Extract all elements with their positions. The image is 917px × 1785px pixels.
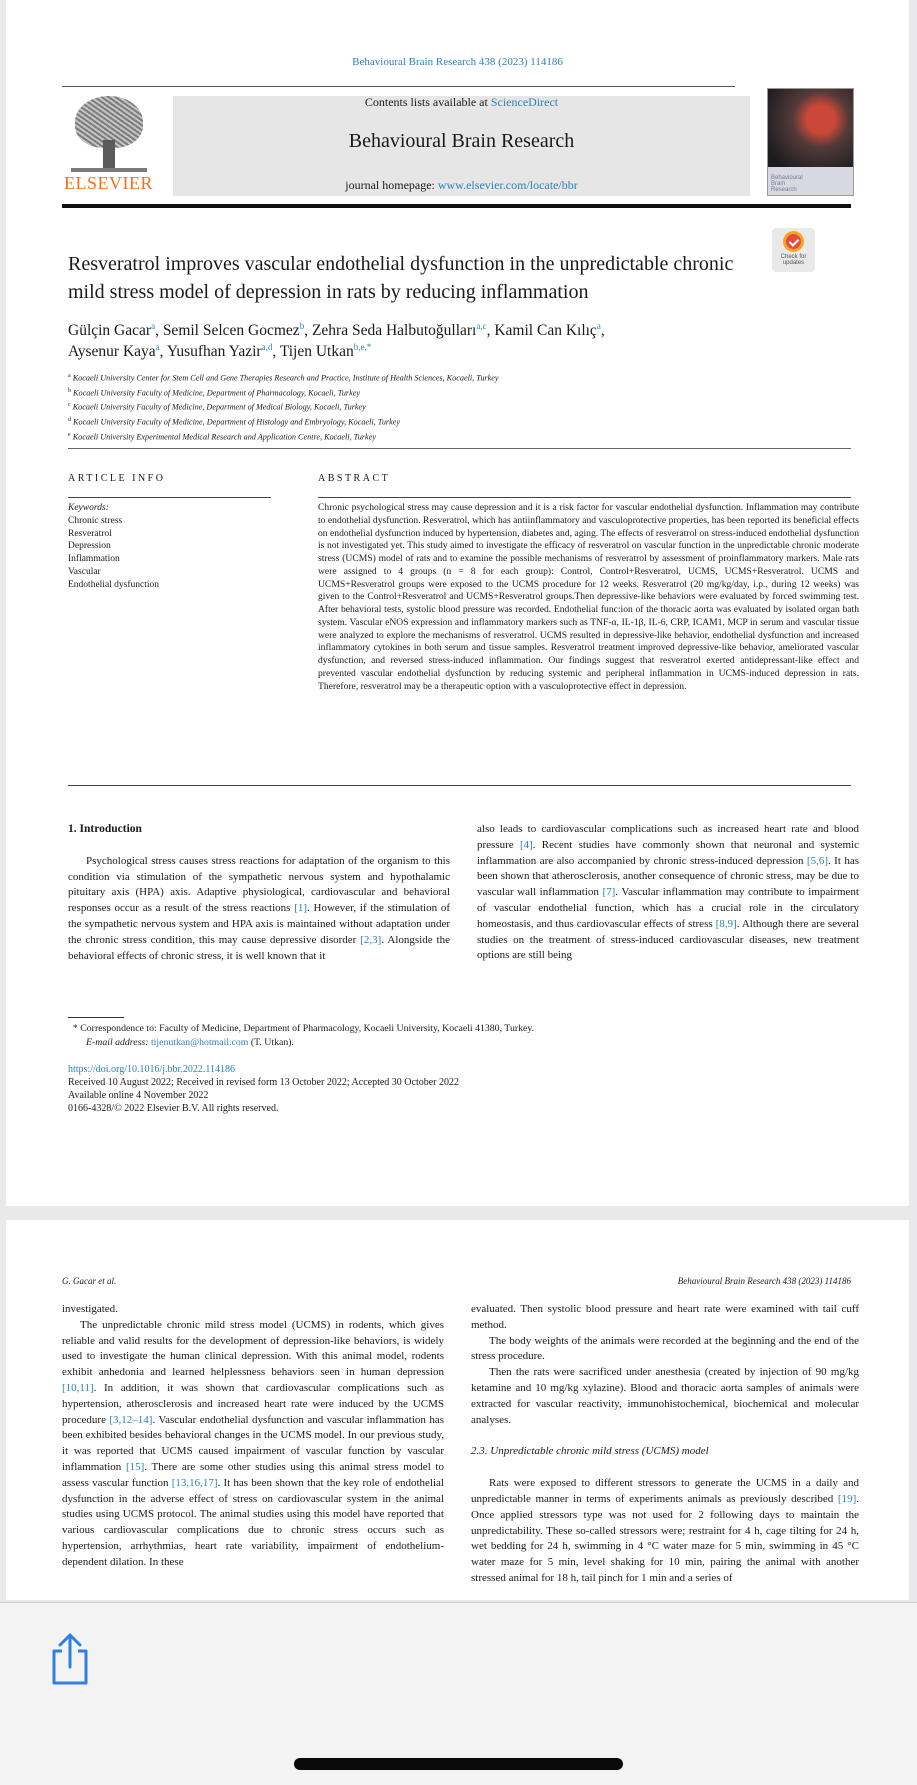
section-heading: 1. Introduction (68, 823, 142, 835)
copyright: 0166-4328/© 2022 Elsevier B.V. All rights reserved. (68, 1103, 279, 1114)
divider (68, 448, 851, 449)
author-affiliation-marker[interactable]: a,d (261, 341, 273, 352)
citation-link[interactable]: [7] (602, 886, 616, 899)
citation-link[interactable]: [10,11] (62, 1381, 94, 1394)
journal-cover-image[interactable] (767, 88, 854, 196)
intro-left-column (68, 822, 450, 964)
author-affiliation-marker[interactable]: a (155, 341, 160, 352)
paragraph: The unpredictable chronic mild stress model (UCMS) in rodents, which gives reliable and valid results for the development of depression-like behaviors, is widely used to investigate the human clinical depression. With this animal model, rodents exhibit anhedonia and learned helplessness behaviors seen in human depression [10,11]. In addition, it was shown that cardiovascular complications such as hypertension, atherosclerosis and increased heart rate were induced by the UCMS procedure [3,12–14]. Vascular endothelial dysfunction and vascular inflammation has been exhibited besides behavioral changes in the UCMS model. In our previous study, it was reported that UCMS caused impairment of vascular function by vascular inflammation [15]. There are some other studies using this animal stress model to assess vascular function [13,16,17]. It has been shown that the key role of endothelial dysfunction in the adverse effect of stress on cardiovascular system in the animal studies using UCMS protocol. The animal studies using this model have reported that various cardiovascular complications due to chronic stress occurs such as hypertension, arrhythmias, heart rate variability, impairment of endothelium-dependent dilation. In these (62, 1318, 444, 1568)
divider (68, 785, 851, 786)
citation-link[interactable]: [2,3] (360, 933, 382, 946)
subsection-heading: 2.3. Unpredictable chronic mild stress (UCMS) model (471, 1445, 709, 1458)
citation-link[interactable]: [3,12–14] (109, 1413, 153, 1426)
citation-link[interactable]: [8,9] (715, 917, 737, 930)
author-affiliation-marker[interactable]: a (151, 320, 156, 331)
author-name[interactable]: Yusufhan Yazir (166, 343, 262, 360)
journal-citation-link[interactable]: Behavioural Brain Research 438 (2023) 114186 (352, 56, 563, 68)
elsevier-logo[interactable] (61, 94, 156, 198)
author-name[interactable]: Gülçin Gacar (68, 322, 152, 339)
check-updates-icon (783, 231, 804, 252)
paragraph: Psychological stress causes stress reactions for adaptation of the organism to this condition via stimulation of the sympathetic nervous system and hypothalamic pituitary axis (HPA) axis. Adaptive physiological, cardiovascular and behavioral responses occur as a result of the stress reactions [1]. However, if the stimulation of the sympathetic nervous system and HPA axis is maintained without adaptation under the chronic stress condition, this may cause depressive disorder [2,3]. Alongside the behavioral effects of chronic stress, it is well known that it (68, 854, 450, 962)
cover-title: Behavioural Brain Research (771, 175, 803, 193)
citation-link[interactable]: [19] (837, 1492, 857, 1505)
publication-info (68, 1063, 858, 1115)
author-affiliation-marker[interactable]: a,c (476, 320, 487, 331)
journal-masthead (173, 96, 750, 196)
paragraph: evaluated. Then systolic blood pressure and heart rate were examined with tail cuff method. (471, 1303, 859, 1331)
author-list: Gülçin Gacar$^a$, Semil Selcen Gocmez$^b$, Zehra Seda Halbutoğulları$^{a,c}$, Kamil Can Kılıç$^a$, Aysenur Kaya$^a$, Yusufhan Yazir$^{a,d}$, Tijen Utkan$^{b,e,*}$ (68, 320, 605, 360)
citation-link[interactable]: [1] (294, 902, 308, 915)
page2-left-column (62, 1302, 444, 1571)
affiliation-item: $^b$ Kocaeli University Faculty of Medicine, Department of Pharmacology, Kocaeli, Turkey (68, 387, 360, 398)
elsevier-tree-icon (71, 96, 147, 172)
keyword-item: Endothelial dysfunction (68, 579, 160, 590)
abstract-text: Chronic psychological stress may cause depression and it is a risk factor for vascular endothelial dysfunction. Inflammation may contribute to endothelial dysfunction. Resveratrol, which has antiinflammatory and vasculoprotective properties, has been reported its beneficial effects on endothelial dysfunction induced by hypertension, diabetes and, aging. The effects of resveratrol on stress-induced endothelial dysfunction is not investigated yet. This study aimed to investigate the efficacy of resveratrol on vascular function in the unpredictable chronic moderate stress (UCMS) model of rats and to examine the possible mechanisms of resveratrol by assessment of proinflammatory markers. Male rats were assigned to 4 groups (n = 8 for each group): Control, Control+Resveratrol, UCMS, UCMS+Resveratrol. UCMS and UCMS+Resveratrol groups were exposed to the UCMS procedure for 12 weeks. Resveratrol (20 mg/kg/day, i.p., during 12 weeks) was given to the Control+Resveratrol and UCMS+Resveratrol groups.Then depressive-like behaviors were evaluated by forced swimming test. After behavioral tests, systolic blood pressure was recorded. Endothelial func:ion of the thoracic aorta was evaluated by isolated organ bath system. Vascular eNOS expression and inflammatory markers such as TNF-α, IL-1β, IL-6, CRP, ICAM1, MCP in serum and vascular tissue were analyzed to explore the mechanisms of resveratrol. UCMS resulted in depressive-like behavior, endothelial dysfunction and increased inflammatory cytokines in both serum and tissue samples. Resveratrol treatment improved depressive-like behavior, ameliorated vascular dysfunction, and reversed stress-induced inflammation. Our findings suggest that resveratrol exerted antidepressant-like effect and prevented vascular endothelial dysfunction by reducing systemic and peripheral inflammation in UCMS-induced depression in rats. Therefore, resveratrol may be a therapeutic option with a vasculoprotective effect in depression. (318, 502, 859, 692)
keywords-label: Keywords: (68, 503, 109, 513)
keyword-item: Resveratrol (68, 528, 112, 539)
author-name[interactable]: Kamil Can Kılıç (494, 322, 597, 339)
share-icon[interactable] (46, 1631, 94, 1687)
paragraph: also leads to cardiovascular complications such as increased heart rate and blood pressure [4]. Recent studies have commonly shown that neuronal and systemic inflammation are also accompanied by chronic stress-induced depression [5,6]. It has been shown that atherosclerosis, another consequence of chronic stress, may be due to vascular wall inflammation [7]. Vascular inflammation may contribute to impairment of vascular endothelial function, which has a crucial role in the circulatory homeostasis, and thus cardiovascular effects of stress [8,9]. Although there are several studies on the treatment of stress-induced cardiovascular diseases, new treatment options are still being (477, 823, 859, 962)
paragraph: The body weights of the animals were recorded at the beginning and the end of the stress procedure. (471, 1334, 859, 1363)
page-1 (6, 0, 909, 1206)
paragraph: Then the rats were sacrificed under anesthesia (created by injection of 90 mg/kg ketamine and 10 mg/kg xylazine). Blood and thoracic aorta samples of animals were extracted for vascular reactivity, immunohistochemical, biochemical and molecular analyses. (471, 1366, 859, 1426)
citation-link[interactable]: [13,16,17] (171, 1476, 218, 1489)
journal-homepage-line: journal homepage: www.elsevier.com/locate/bbr (345, 178, 578, 192)
author-name[interactable]: Zehra Seda Halbutoğulları (311, 322, 477, 339)
affiliation-list (68, 370, 848, 444)
journal-title: Behavioural Brain Research (348, 130, 575, 152)
page-2 (6, 1220, 909, 1600)
citation-link[interactable]: [5,6] (806, 854, 828, 867)
author-affiliation-marker[interactable]: b,e,* (353, 341, 372, 352)
abstract-heading: ABSTRACT (318, 473, 391, 484)
article-info-heading: ARTICLE INFO (68, 473, 166, 484)
author-name[interactable]: Tijen Utkan (279, 343, 354, 360)
affiliation-item: $^e$ Kocaeli University Experimental Medical Research and Application Centre, Kocaeli, Turkey (68, 431, 376, 442)
author-name[interactable]: Semil Selcen Gocmez (162, 322, 300, 339)
affiliation-item: $^a$ Kocaeli University Center for Stem Cell and Gene Therapies Research and Practice, Institute of Health Sciences, Kocaeli, Turkey (68, 373, 499, 383)
doi-link[interactable]: https://doi.org/10.1016/j.bbr.2022.114186 (68, 1064, 235, 1075)
author-affiliation-marker[interactable]: a (596, 320, 601, 331)
correspondence-footnote: * Correspondence to: Faculty of Medicine, Department of Pharmacology, Kocaeli University, Kocaeli 41380, Turkey. E-mail address: tijenutkan@hotmail.com (T. Utkan). (68, 1023, 535, 1048)
keyword-item: Inflammation (68, 554, 120, 565)
citation-link[interactable]: [4] (519, 838, 533, 851)
keyword-item: Vascular (68, 566, 101, 577)
bottom-toolbar (0, 1602, 917, 1785)
received-dates: Received 10 August 2022; Received in revised form 13 October 2022; Accepted 30 October 2022 (68, 1077, 460, 1088)
sciencedirect-link[interactable]: ScienceDirect (490, 95, 559, 109)
header-rule (62, 86, 735, 87)
affiliation-item: $^c$ Kocaeli University Faculty of Medicine, Department of Medical Biology, Kocaeli, Turkey (68, 402, 366, 413)
keyword-item: Chronic stress (68, 515, 123, 526)
journal-homepage-link[interactable]: www.elsevier.com/locate/bbr (437, 178, 578, 192)
keywords-block (68, 502, 278, 592)
author-affiliation-marker[interactable]: b (299, 320, 305, 331)
paragraph: Rats were exposed to different stressors to generate the UCMS in a daily and unpredictable manner in terms of experiments animals as previously described [19]. Once applied stressors type was not used for 2 following days to maintain the unpredictability. These so-called stressors were; restraint for 4 h, cage tilting for 24 h, wet bedding for 24 h, swimming in 4 °C water maze for 5 min, swimming in 45 °C water maze for 5 min, level shaking for 10 min, pairing the animal with another stressed animal for 18 h, tail pinch for 1 min and a series of (471, 1477, 859, 1584)
contents-line: Contents lists available at ScienceDirect (364, 95, 559, 109)
citation-link[interactable]: [15] (125, 1460, 145, 1473)
running-head-citation: Behavioural Brain Research 438 (2023) 114186 (677, 1276, 851, 1286)
intro-right-column (477, 822, 859, 964)
elsevier-wordmark: ELSEVIER (64, 173, 153, 193)
available-online: Available online 4 November 2022 (68, 1090, 209, 1101)
paragraph: investigated. (62, 1303, 118, 1315)
footnote-rule (68, 1017, 124, 1018)
affiliation-item: $^d$ Kocaeli University Faculty of Medicine, Department of Histology and Embryology, Kocaeli, Turkey (68, 417, 401, 427)
running-head-authors: G. Gacar et al. (62, 1276, 117, 1286)
author-name[interactable]: Aysenur Kaya (68, 343, 156, 360)
divider (68, 497, 271, 498)
masthead-divider (62, 204, 851, 208)
home-indicator[interactable] (294, 1758, 623, 1770)
email-link[interactable]: tijenutkan@hotmail.com (150, 1036, 249, 1048)
page2-right-column (471, 1302, 859, 1587)
article-title: Resveratrol improves vascular endothelial dysfunction in the unpredictable chronic mild stress model of depression in rats by reducing inflammation (68, 253, 734, 303)
divider (318, 497, 851, 498)
keyword-item: Depression (68, 541, 111, 552)
check-for-updates-button[interactable]: Check for updates (772, 228, 815, 272)
